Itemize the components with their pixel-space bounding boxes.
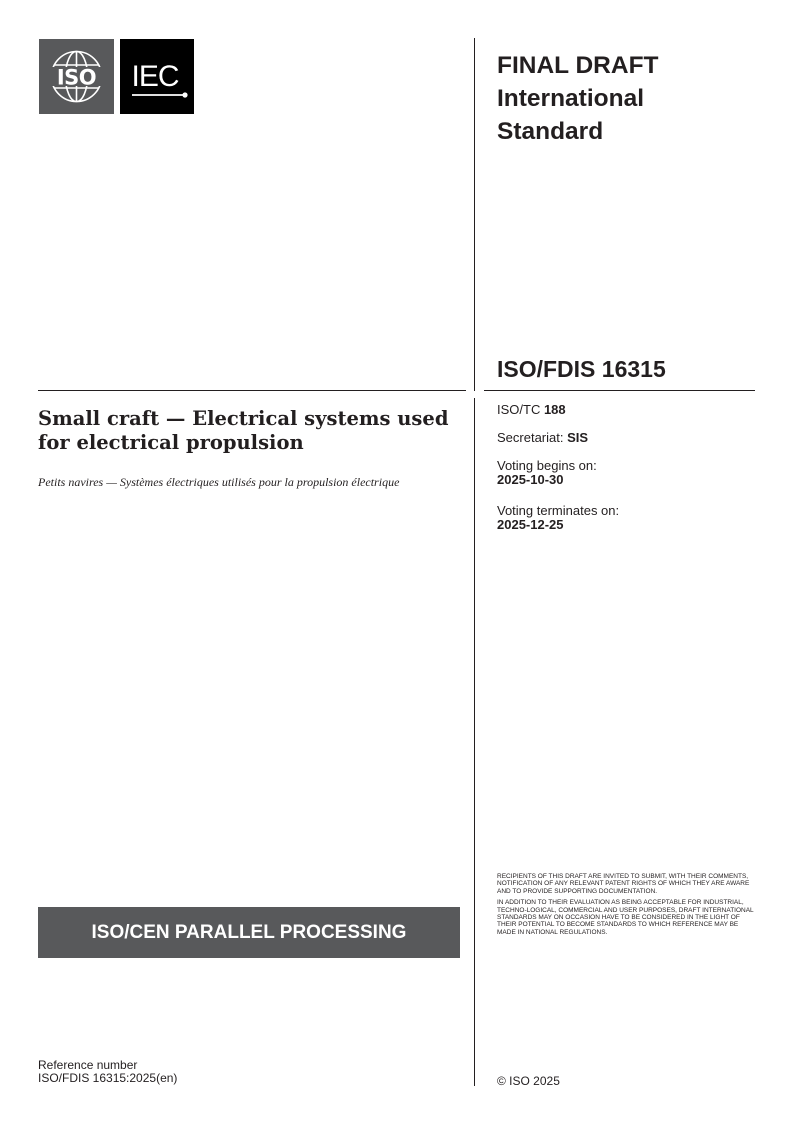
secretariat-label: Secretariat:	[497, 430, 568, 445]
reference-value: ISO/FDIS 16315:2025(en)	[38, 1071, 178, 1085]
status-line-2: International	[497, 85, 645, 112]
title-rule-right	[484, 390, 755, 391]
title-rule-left	[38, 390, 466, 391]
iec-mark-icon	[120, 39, 194, 114]
document-status	[497, 49, 757, 148]
voting-terminates-date: 2025-12-25	[497, 517, 564, 532]
secretariat-value: SIS	[567, 430, 589, 445]
copyright: © ISO 2025	[497, 1074, 560, 1088]
parallel-processing-banner	[38, 907, 460, 958]
tc-label: ISO/TC	[497, 402, 544, 417]
draft-notice	[497, 873, 755, 940]
svg-text:ISO: ISO	[56, 65, 97, 90]
reference-label: Reference number	[38, 1058, 138, 1072]
voting-begins-date: 2025-10-30	[497, 472, 564, 487]
technical-committee	[497, 403, 566, 417]
tc-value: 188	[543, 402, 566, 417]
status-line-1: FINAL DRAFT	[497, 52, 659, 79]
french-title: Petits navires — Systèmes électriques utilisés pour la propulsion électrique	[38, 475, 400, 489]
column-divider-top	[474, 38, 475, 391]
notice-paragraph-1: RECIPIENTS OF THIS DRAFT ARE INVITED TO SUBMIT, WITH THEIR COMMENTS, NOTIFICATION OF ANY RELEVANT PATENT RIGHTS OF WHICH THEY ARE AWARE AND TO PROVIDE SUPPORTING DOCUMENTATION.	[497, 873, 750, 895]
voting-terminates	[497, 504, 619, 532]
column-divider-bottom	[474, 398, 475, 1086]
status-line-3: Standard	[497, 118, 604, 145]
svg-text:IEC: IEC	[131, 60, 179, 93]
voting-begins-label: Voting begins on:	[497, 458, 597, 473]
iso-logo	[39, 39, 114, 114]
iso-globe-icon	[39, 39, 114, 114]
notice-paragraph-2: IN ADDITION TO THEIR EVALUATION AS BEING ACCEPTABLE FOR INDUSTRIAL, TECHNO-LOGICAL, COMMERCIAL AND USER PURPOSES, DRAFT INTERNATIONAL STANDARDS MAY ON OCCASION HAVE TO BE CONSIDERED IN THE LIGHT OF THEIR POTENTIAL TO BECOME STANDARDS TO WHICH REFERENCE MAY BE MADE IN NATIONAL REGULATIONS.	[497, 899, 754, 936]
voting-begins	[497, 459, 597, 487]
banner-text: ISO/CEN PARALLEL PROCESSING	[91, 921, 407, 943]
english-title: Small craft — Electrical systems used for electrical propulsion	[38, 407, 449, 454]
voting-terminates-label: Voting terminates on:	[497, 503, 620, 518]
iec-logo	[120, 39, 194, 114]
secretariat	[497, 431, 588, 445]
reference-number	[38, 1059, 177, 1085]
document-number: ISO/FDIS 16315	[497, 356, 666, 382]
